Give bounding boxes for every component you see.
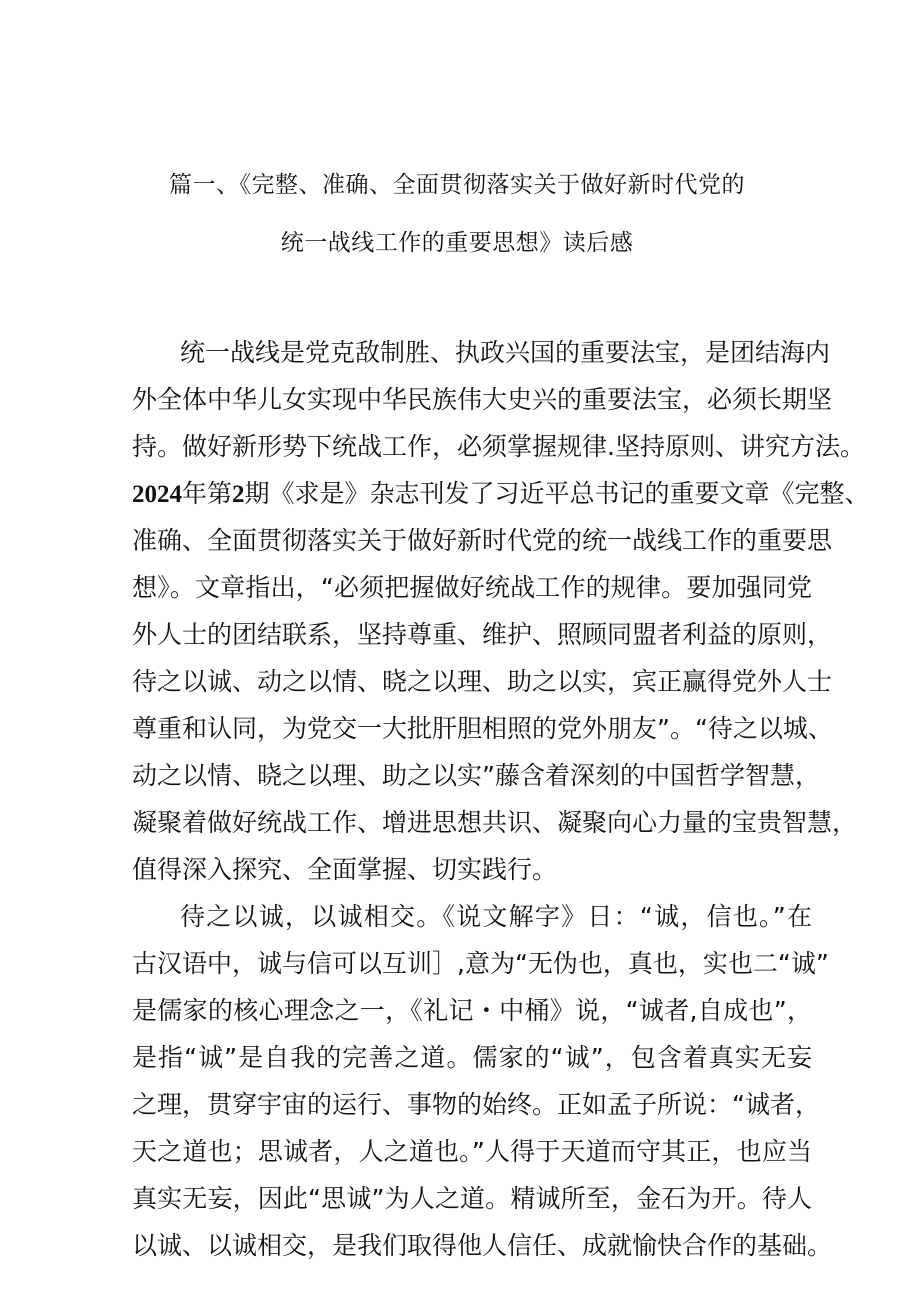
text-segment: 期《求是》杂志刊发了习近平总书记的重要文章《完整、 [244,479,870,508]
paragraph-line: 外全体中华儿女实现中华民族伟大史兴的重要法宝，必须长期坚 [132,385,833,414]
paragraph-line: 古汉语中，诚与信可以互训］,意为“无伪也，真也，实也二“诚” [132,949,829,978]
paragraph-line: 想》。文章指出，“必须把握做好统战工作的规律。要加强同党 [132,573,812,602]
paragraph-line: 值得深入探究、全面掌握、切实践行。 [132,855,558,884]
paragraph-line: 是儒家的核心理念之一，《礼记・中桶》说，“诚者,自成也”， [132,996,812,1025]
paragraph-line: 持。做好新形势下统战工作，必须掌握规律.坚持原则、讲究方法。 [132,432,865,461]
document-title-line-1: 篇一、《完整、准确、全面贯彻落实关于做好新时代党的 [169,172,745,198]
paragraph-line: 是指“诚”是自我的完善之道。儒家的“诚”，包含着真实无妄 [132,1043,812,1072]
paragraph-line-mixed [132,477,870,512]
paragraph-line: 以诚、以诚相交，是我们取得他人信任、成就愉快合作的基础。 [132,1231,833,1260]
paragraph-line: 天之道也；思诚者，人之道也。”人得于天道而守其正，也应当 [132,1137,812,1166]
paragraph-line: 待之以诚、动之以情、晓之以理、助之以实，宾正赢得党外人士 [132,667,833,696]
paragraph-line: 凝聚着做好统战工作、增进思想共识、凝聚向心力量的宝贵智慧， [132,808,858,837]
paragraph-line: 尊重和认同，为党交一大批肝胆相照的党外朋友”。“待之以城、 [132,714,833,743]
year-number: 2024 [132,481,182,508]
paragraph-line: 统一战线是党克敌制胜、执政兴国的重要法宝，是团结海内 [180,338,831,367]
paragraph-line: 外人士的团结联系，坚持尊重、维护、照顾同盟者利益的原则， [132,620,833,649]
text-segment: 年第 [182,479,233,508]
paragraph-line: 之理，贯穿宇宙的运行、事物的始终。正如孟子所说：“诚者， [132,1090,820,1119]
paragraph-line: 真实无妄，因此“思诚”为人之道。精诚所至，金石为开。待人 [132,1184,812,1213]
paragraph-line: 准确、全面贯彻落实关于做好新时代党的统一战线工作的重要思 [132,526,833,555]
paragraph-line: 动之以情、晓之以理、助之以实”藤含着深刻的中国哲学智慧， [132,761,820,790]
document-title-line-2: 统一战线工作的重要思想》读后感 [280,230,634,256]
paragraph-line: 待之以诚，以诚相交。《说文解字》日：“诚，信也。”在 [180,902,812,931]
issue-number: 2 [232,481,245,508]
